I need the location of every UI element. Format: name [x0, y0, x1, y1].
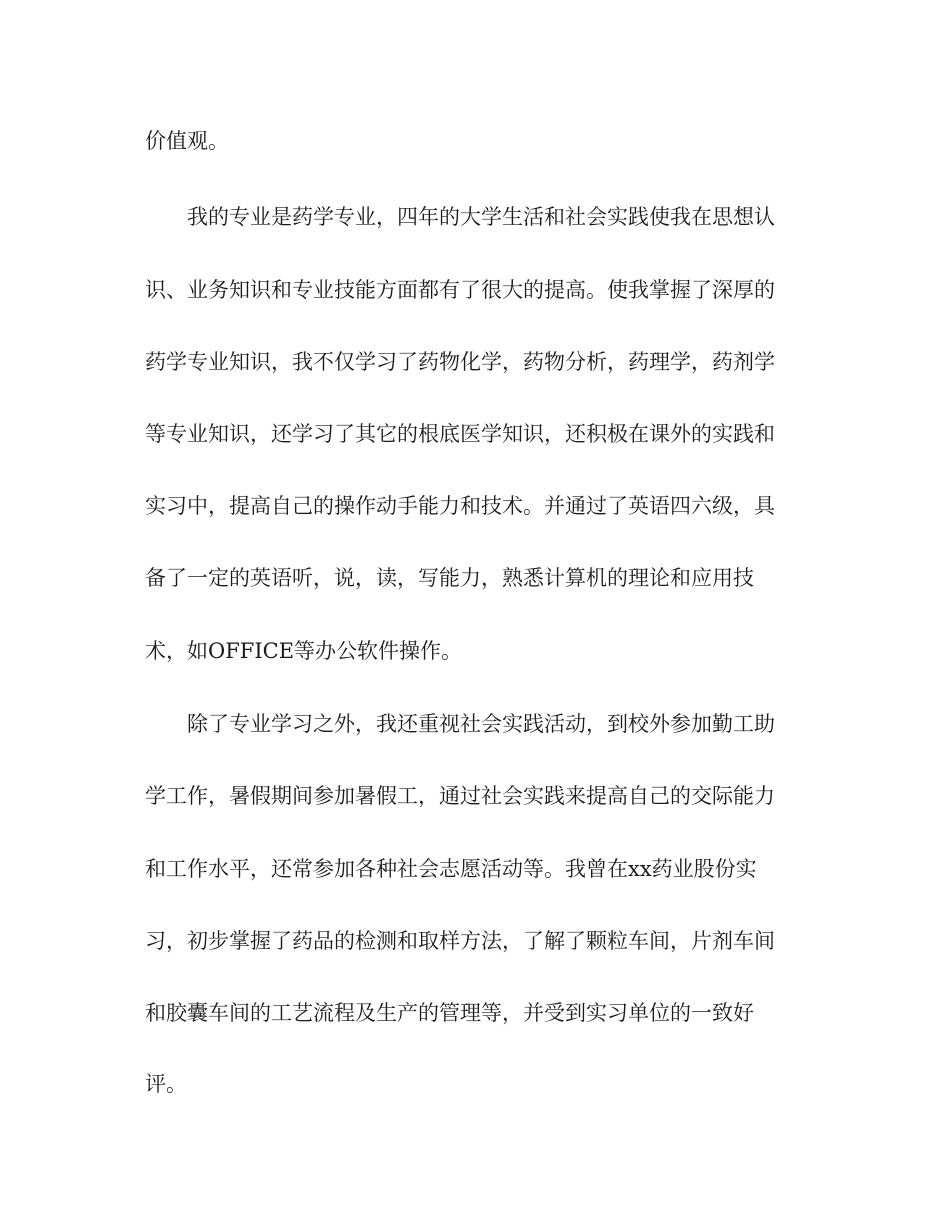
- paragraph-line: 学工作，暑假期间参加暑假工，通过社会实践来提高自己的交际能力: [145, 784, 775, 808]
- paragraph-line: 和胶囊车间的工艺流程及生产的管理等，并受到实习单位的一致好: [145, 1001, 754, 1025]
- paragraph-line: 习，初步掌握了药品的检测和取样方法，了解了颗粒车间，片剂车间: [145, 929, 775, 953]
- paragraph-line: 和工作水平，还常参加各种社会志愿活动等。我曾在xx药业股份实: [145, 857, 757, 881]
- paragraph-line: 实习中，提高自己的操作动手能力和技术。并通过了英语四六级，具: [145, 494, 775, 518]
- paragraph-line: 术，如OFFICE等办公软件操作。: [145, 639, 463, 663]
- paragraph-line: 除了专业学习之外，我还重视社会实践活动，到校外参加勤工助: [187, 712, 775, 736]
- paragraph-line: 我的专业是药学专业，四年的大学生活和社会实践使我在思想认: [187, 205, 775, 229]
- paragraph-line: 备了一定的英语听，说，读，写能力，熟悉计算机的理论和应用技: [145, 566, 754, 590]
- paragraph-line: 等专业知识，还学习了其它的根底医学知识，还积极在课外的实践和: [145, 422, 775, 446]
- paragraph-line: 评。: [145, 1072, 187, 1096]
- paragraph-line: 识、业务知识和专业技能方面都有了很大的提高。使我掌握了深厚的: [145, 278, 775, 302]
- paragraph-line: 药学专业知识，我不仅学习了药物化学，药物分析，药理学，药剂学: [145, 350, 775, 374]
- paragraph-line: 价值观。: [145, 129, 229, 153]
